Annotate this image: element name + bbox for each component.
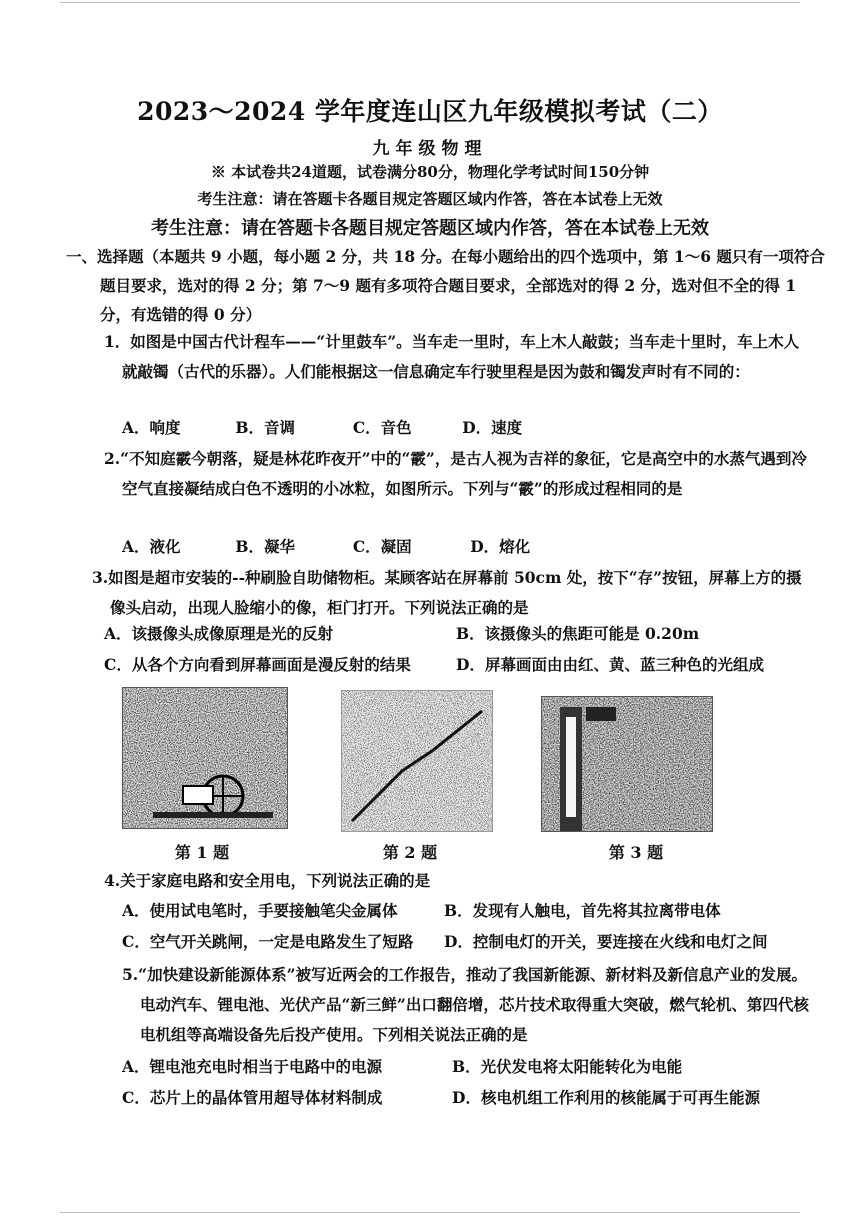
q1-option-b: B．音调: [235, 418, 296, 437]
q2-option-a: A．液化: [122, 537, 181, 556]
q4-option-c: C．空气开关跳闸，一定是电路发生了短路: [122, 932, 414, 951]
q5-option-d: D．核电机组工作利用的核能属于可再生能源: [452, 1088, 760, 1107]
q1-option-d: D．速度: [462, 418, 523, 437]
q1-option-c: C．音色: [352, 418, 412, 437]
exam-title: 2023～2024 学年度连山区九年级模拟考试（二）: [137, 97, 723, 126]
q4-option-d: D．控制电灯的开关，要连接在火线和电灯之间: [444, 932, 768, 951]
q5-option-a: A．锂电池充电时相当于电路中的电源: [122, 1057, 383, 1076]
question-1-stem: 1．如图是中国古代计程车——“计里鼓车”。当车走一里时，车上木人敲鼓；当车走十里时，车上木人就敲镯（古代的乐器）。人们能根据这一信息确定车行驶里程是因为鼓和镯发声时有不同的：: [104, 332, 800, 381]
graupel-picture: [342, 691, 492, 831]
question-4-stem: 4.关于家庭电路和安全用电，下列说法正确的是: [104, 871, 431, 890]
exam-info: ※ 本试卷共24道题，试卷满分80分，物理化学考试时间150分钟: [210, 163, 650, 181]
notice-large: 考生注意：请在答题卡各题目规定答题区域内作答，答在本试卷上无效: [151, 218, 709, 239]
figure-1-caption: 第 1 题: [174, 843, 230, 862]
notice-small: 考生注意：请在答题卡各题目规定答题区域内作答，答在本试卷上无效: [197, 190, 663, 208]
q5-option-c: C．芯片上的晶体管用超导体材料制成: [122, 1088, 383, 1107]
q3-option-c: C．从各个方向看到屏幕画面是漫反射的结果: [104, 655, 411, 674]
q1-option-a: A．响度: [122, 418, 181, 437]
q3-option-a: A．该摄像头成像原理是光的反射: [104, 624, 334, 643]
q2-option-b: B．凝华: [235, 537, 296, 556]
exam-subject: 九年级物理: [372, 139, 488, 159]
top-border-line: [60, 2, 800, 3]
bottom-border-line: [60, 1212, 800, 1213]
drum-cart-picture: [123, 688, 287, 828]
q4-option-b: B．发现有人触电，首先将其拉离带电体: [444, 901, 721, 920]
q3-option-d: D．屏幕画面由由红、黄、蓝三种色的光组成: [456, 655, 764, 674]
question-2-options: [122, 533, 530, 561]
figure-1-image: [122, 687, 288, 829]
q2-option-c: C．凝固: [352, 537, 412, 556]
question-3-stem: 3.如图是超市安装的--种刷脸自助储物柜。某顾客站在屏幕前 50cm 处，按下“存”按钮，屏幕上方的摄像头启动，出现人脸缩小的像，柜门打开。下列说法正确的是: [92, 568, 802, 617]
question-2-stem: 2.“不知庭霰今朝落，疑是林花昨夜开”中的“霰”，是古人视为吉祥的象征，它是高空中的水蒸气遇到冷空气直接凝结成白色不透明的小冰粒，如图所示。下列与“霰”的形成过程相同的是: [104, 449, 807, 498]
q5-option-b: B．光伏发电将太阳能转化为电能: [452, 1057, 683, 1076]
question-5-stem: 5.“加快建设新能源体系”被写近两会的工作报告，推动了我国新能源、新材料及新信息产业的发展。电动汽车、锂电池、光伏产品“新三鲜”出口翻倍增，芯片技术取得重大突破，燃气轮机、第四代核电机组等高端设备先后投产使用。下列相关说法正确的是: [122, 965, 809, 1044]
question-1-options: [122, 414, 522, 442]
figure-3-caption: 第 3 题: [608, 843, 664, 862]
figure-2-image: [341, 690, 493, 832]
q3-option-b: B．该摄像头的焦距可能是 0.20m: [456, 624, 700, 643]
figure-3-image: [541, 696, 713, 832]
q2-option-d: D．熔化: [470, 537, 531, 556]
section-intro: 一、选择题（本题共 9 小题，每小题 2 分，共 18 分。在每小题给出的四个选项中，第 1～6 题只有一项符合题目要求，选对的得 2 分；第 7～9 题有多项符合题目要求，全部选对的得 2 分，选对但不全的得 1 分，有选错的得 0 分）: [66, 247, 825, 324]
figure-2-caption: 第 2 题: [382, 843, 438, 862]
q4-option-a: A．使用试电笔时，手要接触笔尖金属体: [122, 901, 398, 920]
locker-picture: [542, 697, 712, 831]
